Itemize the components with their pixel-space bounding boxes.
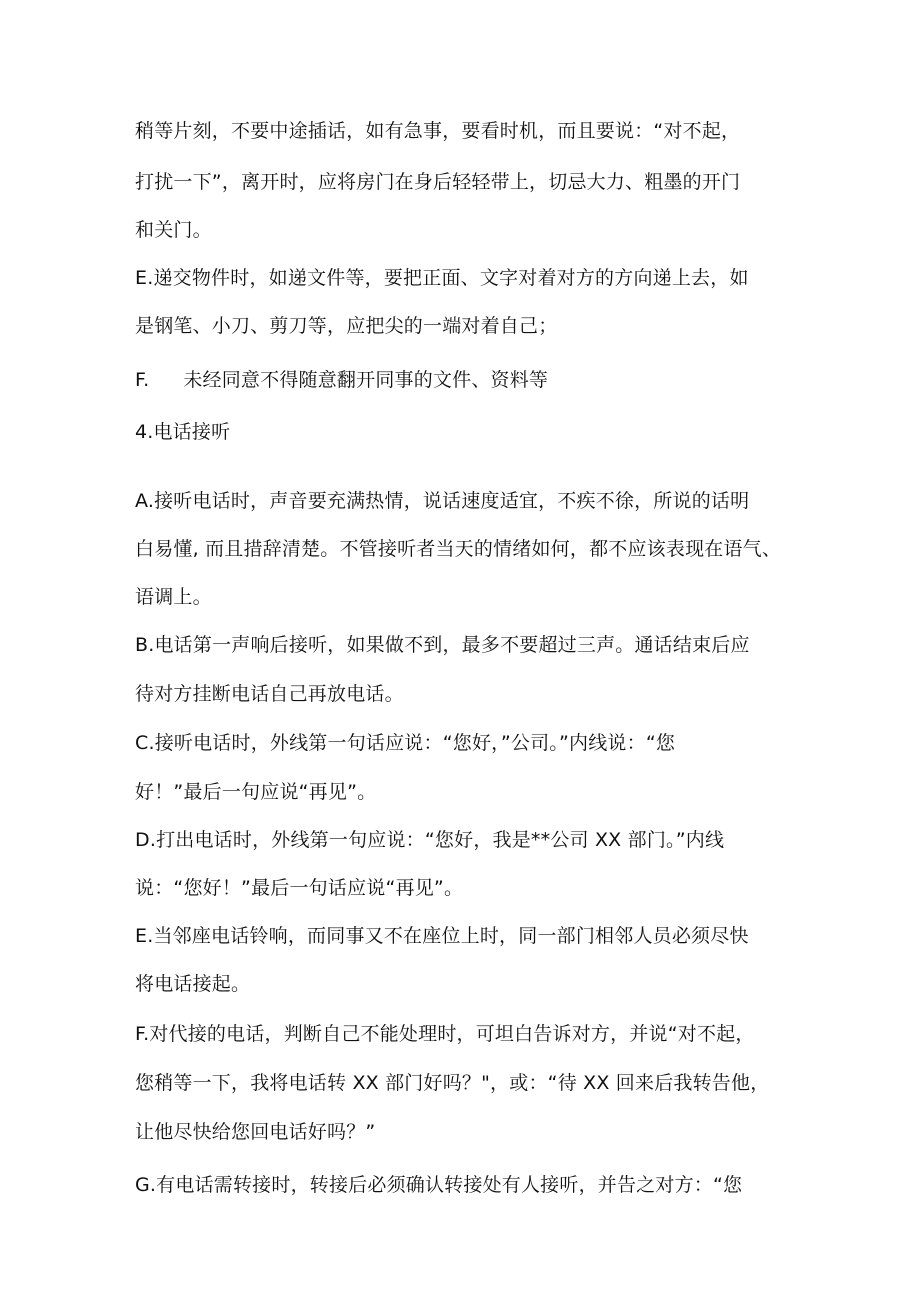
list-item-f <box>135 368 548 392</box>
text-line: 让他尽快给您回电话好吗？” <box>135 1121 376 1143</box>
text-line: 和关门。 <box>135 219 212 241</box>
text-line: 您稍等一下，我将电话转 XX 部门好吗？"，或：“待 XX 回来后我转告他， <box>135 1072 770 1094</box>
text-line: A.接听电话时，声音要充满热情，说话速度适宜，不疾不徐，所说的话明 <box>135 490 750 512</box>
text-line: 将电话接起。 <box>135 973 251 995</box>
text-line: D.打出电话时，外线第一句应说：“您好，我是**公司 XX 部门。”内线 <box>135 829 725 851</box>
text-line: G.有电话需转接时，转接后必须确认转接处有人接听，并告之对方：“您 <box>135 1174 743 1196</box>
text-line: 是钢笔、小刀、剪刀等，应把尖的一端对着自己； <box>135 315 558 337</box>
text-line: 待对方挂断电话自己再放电话。 <box>135 683 404 705</box>
text-line: 稍等片刻，不要中途插话，如有急事，要看时机，而且要说：“对不起， <box>135 120 741 142</box>
list-marker: F. <box>135 369 150 391</box>
text-line: 说：“您好！”最后一句话应说“再见”。 <box>135 877 464 899</box>
text-line: C.接听电话时，外线第一句话应说：“您好，”公司。”内线说：“您 <box>135 732 676 754</box>
section-heading: 4.电话接听 <box>135 421 231 443</box>
list-item-text: 未经同意不得随意翻开同事的文件、资料等 <box>183 369 549 391</box>
text-line: F.对代接的电话，判断自己不能处理时，可坦白告诉对方，并说“对不起， <box>135 1023 755 1045</box>
text-line: 语调上。 <box>135 586 212 608</box>
text-line: 打扰一下”，离开时，应将房门在身后轻轻带上，切忌大力、粗墨的开门 <box>135 171 741 193</box>
text-line: E.当邻座电话铃响，而同事又不在座位上时，同一部门相邻人员必须尽快 <box>135 925 749 947</box>
text-line: E.递交物件时，如递文件等，要把正面、文字对着对方的方向递上去，如 <box>135 267 749 289</box>
text-line: 白易懂, 而且措辞清楚。不管接听者当天的情绪如何，都不应该表现在语气、 <box>135 538 782 560</box>
text-line: B.电话第一声响后接听，如果做不到，最多不要超过三声。通话结束后应 <box>135 634 750 656</box>
text-line: 好！”最后一句应说“再见”。 <box>135 781 377 803</box>
